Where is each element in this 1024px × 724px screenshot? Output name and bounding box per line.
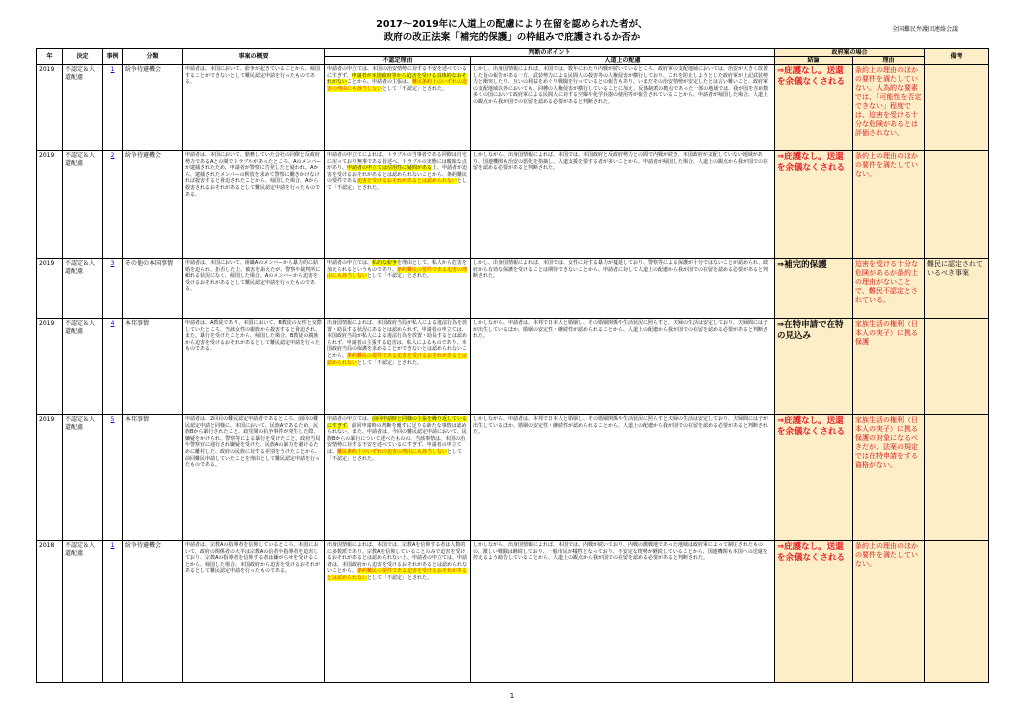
cell-summary: 申請者は、A教徒であり、本国において、B教徒の女性と交際していたところ、当該女性の親族から殺害すると脅迫され、また、暴行を受けたことから、帰国した場合、B教徒の親族から迫害を受けるおそれがあるとして難民認定申請を行ったものである。 [183, 319, 325, 415]
cell-note [925, 319, 989, 415]
cell-category: 紛争待避機会 [123, 151, 183, 259]
col-reason: 理由 [853, 57, 925, 65]
cell-humanitarian: しかし、出身国情報によれば、本国では、数年にわたり内戦が続いているところ、政府軍の支配地域においては、治安が大きく改善した旨の報告がある一方、武装勢力による民間人の殺害等の人権侵害が横行しており、これを防止しようとした政府軍が上記武装勢力と衝突したり、互いの利益をめぐり戦闘を行っているとの報告もあり、いまだその治安情勢が安定したとは言い難いこと、政府軍の支配地域以外においても、同種の人権侵害が横行していることに加え、反体制派の拠点であった一部の地域では、我が国を含め数多くの国において政府軍による民間人に対する空爆や化学兵器の使用等が報告されていることから、申請者が帰国した場合、人道上の観点から我が国での在留を認める必要があると判断された。 [471, 65, 775, 151]
case-link[interactable]: 2 [110, 152, 115, 159]
col-humanitarian: 人道上の配慮 [471, 57, 775, 65]
cell-refusal: 申請者の申立てによれば、トラブルの当事者である同僚は自宅に戻っており無事である旨述べ、トラブルの実態には曖昧な点があり、申請者の申立ては信用性に疑問がある上、申請者が迫害を受けるおそれがあるとは認められないことから、条約難民の要件である迫害を受けるおそれがあるとは認められないとして「不認定」とされた。 [325, 151, 471, 259]
cell-category: 本邦事情 [123, 319, 183, 415]
cell-note [925, 65, 989, 151]
case-link[interactable]: 1 [110, 66, 115, 73]
cell-reason: 迫害を受ける十分な危険があるが条約上の理由がないことで、難民不認定とされている。 [853, 259, 925, 319]
cell-year: 2019 [37, 319, 63, 415]
cell-decision: 不認定＆人道配慮 [63, 151, 103, 259]
cell-category: 紛争待避機会 [123, 541, 183, 683]
cell-summary: 申請者は、本国において、勤務していた会社の同僚と反政府勢力であるAとの間でトラブルがあったところ、Aのメンバーが逮捕されたため、申請者が警察に告発したと疑われ、Aから、逮捕されたメンバーの釈放を求めて警察に働きかけなければ殺害すると脅迫されたことから、帰国した場合、Aから殺害されるおそれがあるとして難民認定申請を行ったものである。 [183, 151, 325, 259]
cell-reason: 家族生活の権利（日本人の実子）に拠る保護の対象になるべきだが、法案の規定では在特申請をする資格がない。 [853, 415, 925, 541]
cell-conclusion: ⇒庇護なし。送還を余儀なくされる [775, 151, 853, 259]
col-conclusion: 結論 [775, 57, 853, 65]
col-case: 事例 [103, 49, 123, 65]
cell-note [925, 541, 989, 683]
case-link[interactable]: 1 [110, 542, 115, 549]
cell-year: 2019 [37, 151, 63, 259]
table-row [37, 65, 989, 151]
organization-name: 全国難民弁護団連絡会議 [891, 26, 958, 33]
cell-conclusion: ⇒庇護なし。送還を余儀なくされる [775, 415, 853, 541]
cell-summary: 申請者は、宗教Aの指導者を信仰しているところ、本国において、政府の関係者の大半は宗教Aの信者や指導者を迫害しており、宗教Aの指導者を信仰する者は嫌がらせを受けることから、帰国した場合、本国政府から迫害を受けるおそれがあるとして難民認定申請を行ったものである。 [183, 541, 325, 683]
cell-reason: 条約上の理由のほかの要件を満たしていない。 [853, 541, 925, 683]
cell-category: 紛争待避機会 [123, 65, 183, 151]
case-link[interactable]: 4 [110, 320, 115, 327]
table-row [37, 151, 989, 259]
col-gov: 政府案の場合 [775, 49, 925, 57]
cell-year: 2019 [37, 415, 63, 541]
cell-note: 難民に認定されているべき事案 [925, 259, 989, 319]
cell-note [925, 151, 989, 259]
page-number: 1 [509, 692, 515, 700]
cell-conclusion: ⇒庇護なし。送還を余儀なくされる [775, 65, 853, 151]
cell-humanitarian: しかしながら、申請者は、本邦で日本人と婚姻し、その婚姻関係や生活状況に照らすと、夫婦の生活は安定しており、夫婦間には子が出生しているほか、婚姻の安定性・継続性が認められることから、人道上の配慮から我が国での在留を認める必要があると判断された。 [471, 319, 775, 415]
table-row [37, 541, 989, 683]
cell-refusal: 申請者の申立ては、本国の治安情勢に対する不安を述べているにすぎず、申請者が本国政府等から迫害を受ける具体的なおそれがないことから、申請者の主張は、難民条約上のいずれの迫害の理由にも該当しないとして「不認定」とされた。 [325, 65, 471, 151]
cell-conclusion: ⇒庇護なし。送還を余儀なくされる [775, 541, 853, 683]
cell-decision: 不認定＆人道配慮 [63, 65, 103, 151]
case-link[interactable]: 5 [110, 416, 115, 423]
cell-humanitarian: しかし、出身国情報によれば、本国では、女性に対する暴力が蔓延しており、警察等による保護が十分ではないことが認められ、政府から有効な保護を受けることは期待できないことから、申請者に対して人道上の配慮から我が国での在留を認める必要があると判断された。 [471, 259, 775, 319]
cell-year: 2019 [37, 259, 63, 319]
cell-humanitarian: しかしながら、出身国情報によれば、本国では、内戦が続いており、内戦の激戦地であった地域は政府軍によって制圧されたものの、激しい戦闘は継続しており、一般市民が犠牲となっており、不安定な情勢が継続していることから、国連機関も本国への送還を控えるよう勧告していることから、人道上の観点から我が国での在留を認める必要があると判断された。 [471, 541, 775, 683]
cell-year: 2019 [37, 65, 63, 151]
cell-summary: 申請者は、本国において、組織Aのメンバーから暴力的に結婚を迫られ、拒否した上、被害を訴えたが、警察や裁判所に頼れる状況になく、帰国した場合、Aのメンバーから迫害を受けるおそれがあるとして難民認定申請を行ったものである。 [183, 259, 325, 319]
col-category: 分類 [123, 49, 183, 65]
col-remarks: 備考 [925, 49, 989, 65]
document-title [0, 18, 1024, 44]
case-link[interactable]: 3 [110, 260, 115, 267]
cell-conclusion: ⇒在特申請で在特の見込み [775, 319, 853, 415]
col-decision: 決定 [63, 49, 103, 65]
case-table [36, 48, 989, 683]
col-refusal: 不認定理由 [325, 57, 471, 65]
cell-humanitarian: しかしながら、申請者は、本邦で日本人と婚姻し、その婚姻関係や生活状況に照らすと夫婦の生活は安定しており、夫婦間には子が出生しているほか、婚姻の安定性・継続性が認められることから、人道上の配慮から我が国での在留を認める必要があると判断された。 [471, 415, 775, 541]
cell-decision: 不認定＆人道配慮 [63, 415, 103, 541]
title-line-1: 2017～2019年に人道上の配慮により在留を認められた者が、 [376, 19, 648, 30]
col-summary: 事案の概要 [183, 49, 325, 65]
cell-reason: 条約上の理由のほかの要件を満たしていない。 [853, 151, 925, 259]
cell-summary: 申請者は、本国において、紛争が起きていることから、帰国することができないとして難民認定申請を行ったものである。 [183, 65, 325, 151]
title-line-2: 政府の改正法案「補完的保護」の枠組みで庇護されるか否か [383, 32, 641, 43]
table-row [37, 415, 989, 541]
cell-refusal: 出身国情報によれば、本国では、宗教Aを信仰する者は人数的に多数派であり、宗教Aを信仰していることのみで迫害を受けるおそれがあるとは認められない上、申請者の申立ては、申請者は、本国政府から迫害を受けるおそれがあるとは認められないことから、条約難民の要件である迫害を受けるおそれがあるとは認められないとして「不認定」とされた。 [325, 541, 471, 683]
cell-conclusion: ⇒補完的保護 [775, 259, 853, 319]
cell-decision: 不認定＆人道配慮 [63, 319, 103, 415]
cell-reason: 家族生活の権利（日本人の実子）に拠る保護 [853, 319, 925, 415]
cell-refusal: 申請者の申立ては、前回申請時と同様の主張を繰り返しているにすぎず、前回申請時の判断を覆すに足りる新たな事情は認められない。また、申請者は、今回の難民認定申請において、民族Bからの暴行について述べたものの、当該事情は、本国の治安情勢に対する不安を述べているにすぎず、申請者の申立ては、難民条約上のいずれの迫害の理由にも該当しないとして「不認定」とされた。 [325, 415, 471, 541]
cell-year: 2018 [37, 541, 63, 683]
col-year: 年 [37, 49, 63, 65]
col-judgment: 判断のポイント [325, 49, 775, 57]
table-row [37, 259, 989, 319]
cell-note [925, 415, 989, 541]
cell-decision: 不認定＆人道配慮 [63, 259, 103, 319]
cell-summary: 申請者は、2回目の難民認定申請者であるところ、前回の難民認定申請と同様に、本国において、民族Aであるため、民族Bから暴行されたこと、政党間の抗争事件が発生した際、嫌疑をかけられ、警察等による暴行を受けたこと、政府当局や警察官に通行され嫌疑を受けた、民族Aの暴力を避けるために離村した、政府の民族に対する差別をうけたことから、前回難民申請していたことを理由として難民認定申請を行ったものである。 [183, 415, 325, 541]
cell-reason: 条約上の理由のほかの要件を満たしていない。人為的な要素では、「可能性を否定できない」程度では、迫害を受ける十分な危険があるとは評価されない。 [853, 65, 925, 151]
table-row [37, 319, 989, 415]
cell-humanitarian: しかしながら、出身国情報によれば、本国では、本国政府と反政府勢力との間で内戦が続き、本国政府が支配していない地域があり、国連機関も治安の悪化を指摘し、人道支援を要する者が多いことから、申請者が帰国した場合、人道上の観点から我が国での在留を認める必要があると判断された。 [471, 151, 775, 259]
cell-category: 本邦事情 [123, 415, 183, 541]
cell-category: その他の本国事情 [123, 259, 183, 319]
cell-refusal: 申請者の申立ては、私的な紛争を理由として、私人から危害を加えられるというものであり、条約難民の要件である迫害の理由にも該当しないとして「不認定」とされた。 [325, 259, 471, 319]
cell-decision: 不認定＆人道配慮 [63, 541, 103, 683]
cell-refusal: 出身国情報によれば、本国政府当局が私人による違法行為を放置・助長する状況にあるとは認められず、申請者の申立ては、本国政府当局が私人による違法行為を放置・助長するとは認められず、申請者の主張する迫害は、私人によるものであり、本国政府当局の保護を求めることができないとは認められないことから、条約難民の要件である迫害を受けるおそれがあるとは認められないとして「不認定」とされた。 [325, 319, 471, 415]
